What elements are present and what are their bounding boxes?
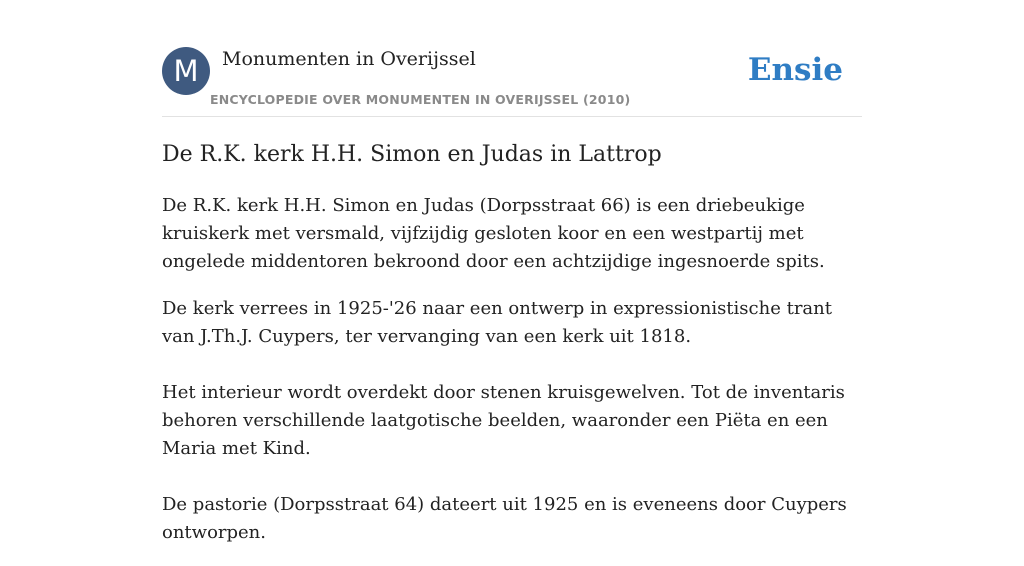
article-paragraph: De R.K. kerk H.H. Simon en Judas (Dorpsstraat 66) is een driebeukige kruiskerk met versmald, vijfzijdig gesloten koor en een westpartij met ongelede middentoren bekroond door een achtzijdige ingesnoerde spits. — [162, 195, 825, 272]
article-body — [162, 192, 852, 566]
avatar[interactable]: M — [162, 47, 210, 95]
source-header — [162, 46, 862, 117]
source-title[interactable]: Monumenten in Overijssel — [222, 48, 476, 70]
article-title: De R.K. kerk H.H. Simon en Judas in Lattrop — [162, 142, 662, 167]
article-paragraph: Het interieur wordt overdekt door stenen kruisgewelven. Tot de inventaris behoren verschillende laatgotische beelden, waaronder een Piëta en een Maria met Kind. — [162, 382, 845, 459]
article-paragraph: De pastorie (Dorpsstraat 64) dateert uit 1925 en is eveneens door Cuypers ontworpen. — [162, 494, 847, 543]
brand-logo[interactable]: Ensie — [747, 52, 843, 88]
article-paragraph: De kerk verrees in 1925-'26 naar een ontwerp in expressionistische trant van J.Th.J. Cuypers, ter vervanging van een kerk uit 1818. — [162, 298, 832, 347]
source-subtitle: ENCYCLOPEDIE OVER MONUMENTEN IN OVERIJSSEL (2010) — [210, 92, 631, 107]
